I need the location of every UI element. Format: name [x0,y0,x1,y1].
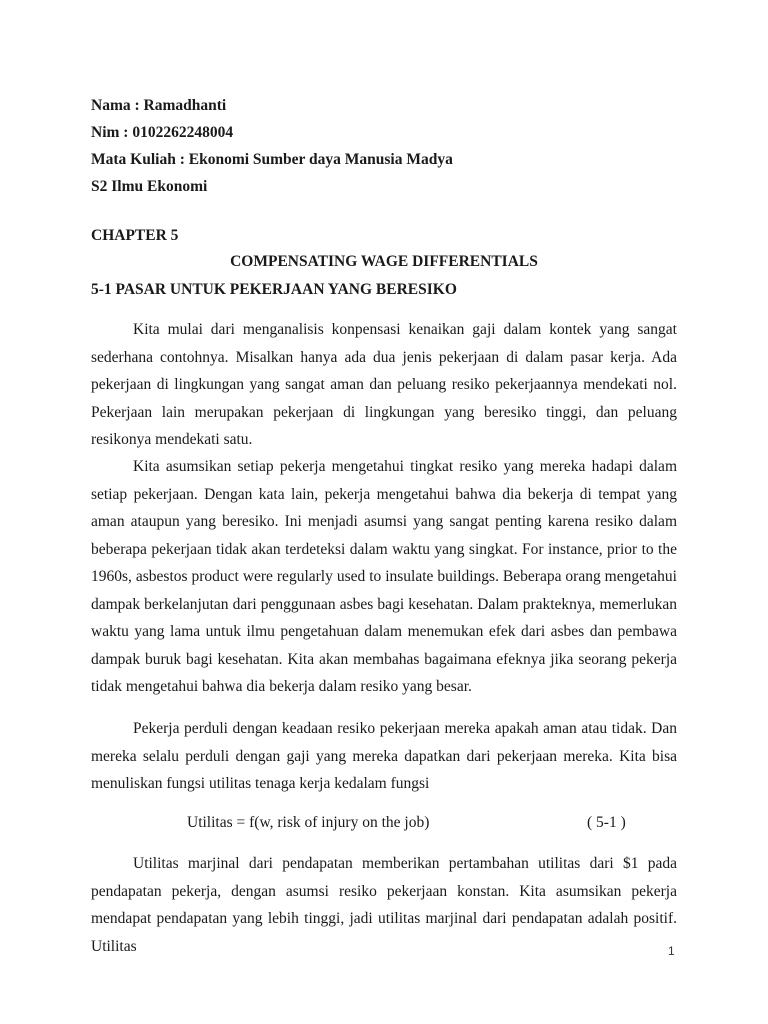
chapter-title [0,251,768,273]
body-paragraph-3: Pekerja perduli dengan keadaan resiko pekerjaan mereka apakah aman atau tidak. Dan mereka selalu perduli dengan gaji yang mereka dapatkan dari pekerjaan mereka. Kita bisa menuliskan fungsi utilitas tenaga kerja kedalam fungsi [91,720,677,792]
body-paragraph-2: Kita asumsikan setiap pekerja mengetahui tingkat resiko yang mereka hadapi dalam setiap pekerjaan. Dengan kata lain, pekerja mengetahui bahwa dia bekerja di tempat yang aman ataupun yang beresiko. Ini menjadi asumsi yang sangat penting karena resiko dalam beberapa pekerjaan tidak akan terdeteksi dalam waktu yang singkat. For instance, prior to the 1960s, asbestos product were regularly used to insulate buildings. Beberapa orang mengetahui dampak berkelanjutan dari penggunaan asbes bagi kesehatan. Dalam prakteknya, memerlukan waktu yang lama untuk ilmu pengetahuan dalam menemukan efek dari asbes dan pembawa dampak buruk bagi kesehatan. Kita akan membahas bagaimana efeknya jika seorang pekerja tidak mengetahui bahwa dia bekerja dalam resiko yang besar. [91,458,677,695]
section-heading: 5-1 PASAR UNTUK PEKERJAAN YANG BERESIKO [91,281,457,298]
student-nim: Nim : 0102262248004 [91,124,234,141]
study-program: S2 Ilmu Ekonomi [91,178,208,195]
body-paragraph-1: Kita mulai dari menganalisis konpensasi kenaikan gaji dalam kontek yang sangat sederhana contohnya. Misalkan hanya ada dua jenis pekerjaan di dalam pasar kerja. Ada pekerjaan di lingkungan yang sangat aman dan peluang resiko pekerjaannya mendekati nol. Pekerjaan lain merupakan pekerjaan di lingkungan yang beresiko tinggi, dan peluang resikonya mendekati satu. [91,321,677,448]
student-name: Nama : Ramadhanti [91,97,227,114]
body-paragraph-4: Utilitas marjinal dari pendapatan memberikan pertambahan utilitas dari $1 pada pendapatan pekerja, dengan asumsi resiko pekerjaan konstan. Kita asumsikan pekerja mendapat pendapatan yang lebih tinggi, jadi utilitas marjinal dari pendapatan adalah positif. Utilitas [91,855,677,955]
equation-number: ( 5-1 ) [587,814,626,831]
student-info [91,92,691,200]
chapter-label: CHAPTER 5 [91,227,179,244]
chapter-title-text: COMPENSATING WAGE DIFFERENTIALS [230,253,538,270]
page-number: 1 [668,944,675,958]
course-name: Mata Kuliah : Ekonomi Sumber daya Manusia Madya [91,151,453,168]
utility-equation: Utilitas = f(w, risk of injury on the job) [187,814,430,831]
